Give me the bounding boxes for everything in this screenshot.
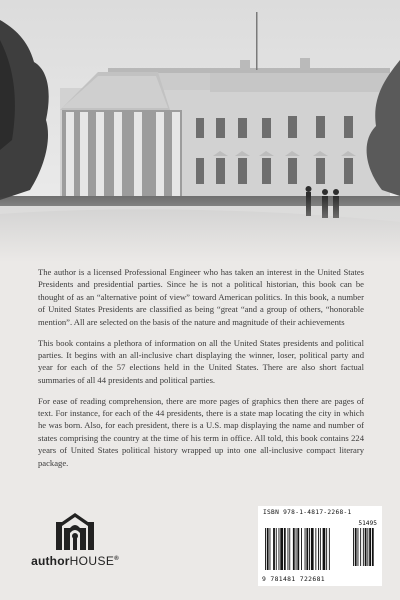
description-paragraph: For ease of reading comprehension, there are more pages of graphics then there are pages of text. For instance, for each of the 44 presidents, there is a state map locating the city in which he was born. Also, for each president, there is a U.S. map displaying the name and number of states comprising the country at the time of his term in office. All told, this book contains 224 years of United States political history wrapped up into one all-inclusive compact literary package.	[38, 395, 364, 468]
publisher-logo	[30, 512, 120, 568]
description-paragraph: The author is a licensed Professional Engineer who has taken an interest in the United States Presidents and presidential parties. Since he is not a political historian, this book can be thought of as an “alternative point of view” toward American politics. In this book, a number of United States Presidents are classified as being “great “and a group of others, “honorable mention”. All are selected on the basis of the nature and magnitude of their achievements	[38, 267, 364, 327]
publisher-name: authorHOUSE®	[31, 554, 119, 568]
description-paragraph: This book contains a plethora of information on all the United States presidents and political parties. It begins with an all-inclusive chart displaying the winner, loser, political party and year for each of the 57 elections held in the United States. There are also short factual summaries of all 44 presidents and political parties.	[38, 337, 364, 385]
price-addon: 51495	[358, 520, 377, 527]
barcode-bars	[263, 528, 377, 572]
authorhouse-logo-icon	[55, 512, 95, 550]
white-house-photo	[0, 0, 400, 262]
ean-number: 9 781481 722681	[262, 575, 325, 583]
isbn-number: ISBN 978-1-4817-2268-1	[263, 509, 352, 516]
book-description	[38, 266, 364, 478]
isbn-barcode	[258, 506, 382, 586]
